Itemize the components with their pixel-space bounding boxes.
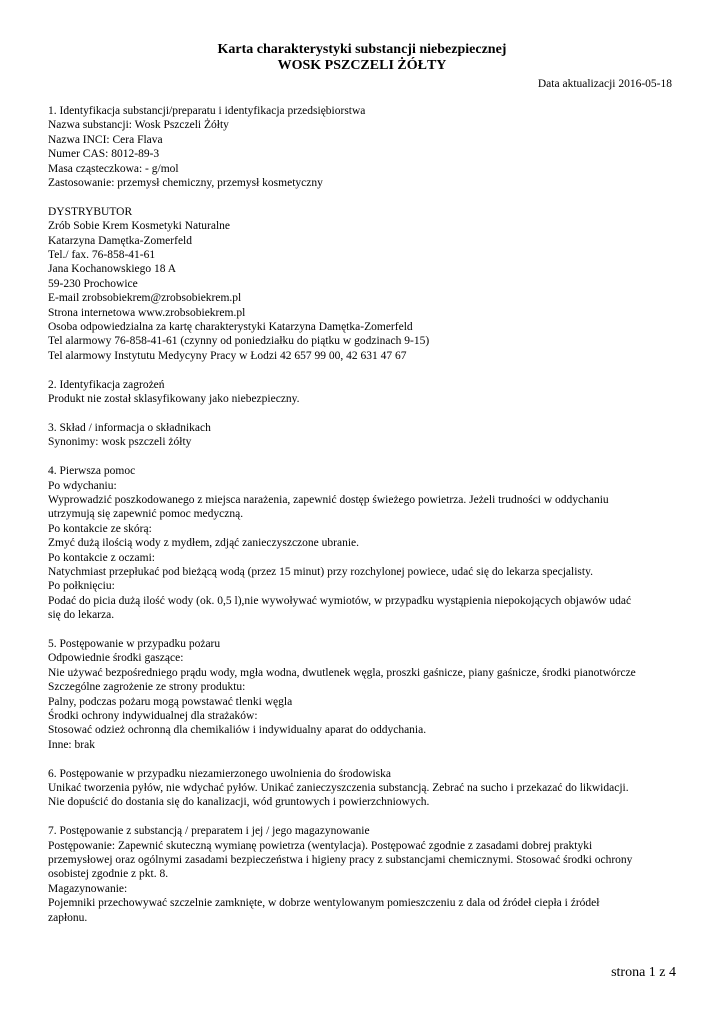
- text-line: Inne: brak: [48, 738, 95, 751]
- section-heading: 5. Postępowanie w przypadku pożaru: [48, 637, 221, 650]
- text-line: Produkt nie został sklasyfikowany jako niebezpieczny.: [48, 393, 300, 406]
- text-line: Postępowanie: Zapewnić skuteczną wymianę powietrza (wentylacja). Postępować zgodnie z zasadami dobrej praktyki: [48, 839, 593, 852]
- text-line: Magazynowanie:: [48, 882, 128, 895]
- paragraph-gap: [48, 190, 678, 204]
- page-number: strona 1 z 4: [611, 965, 676, 980]
- text-line: Po kontakcie ze skórą:: [48, 522, 152, 535]
- document-section: [48, 421, 678, 450]
- paragraph-gap: [48, 752, 678, 766]
- text-line: Zmyć dużą ilością wody z mydłem, zdjąć zanieczyszczone ubranie.: [48, 537, 359, 550]
- text-line: Środki ochrony indywidualnej dla strażaków:: [48, 709, 258, 722]
- text-line: Tel alarmowy 76-858-41-61 (czynny od poniedziałku do piątku w godzinach 9-15): [48, 335, 430, 348]
- section-heading: DYSTRYBUTOR: [48, 205, 133, 218]
- text-line: przemysłowej oraz ogólnymi zasadami bezpieczeństwa i higieny pracy z substancjami chemicznymi. Stosować środki ochrony: [48, 854, 633, 867]
- text-line: Nazwa substancji: Wosk Pszczeli Żółty: [48, 119, 229, 132]
- text-line: Odpowiednie środki gaszące:: [48, 652, 184, 665]
- text-line: Nie używać bezpośredniego prądu wody, mgła wodna, dwutlenek węgla, proszki gaśnicze, piany gaśnicze, środki pianotwórcze: [48, 666, 636, 679]
- text-line: Unikać tworzenia pyłów, nie wdychać pyłów. Unikać zanieczyszczenia substancją. Zebrać na sucho i przekazać do likwidacji.: [48, 782, 629, 794]
- document-section: [48, 378, 678, 407]
- text-line: Wyprowadzić poszkodowanego z miejsca narażenia, zapewnić dostęp świeżego powietrza. Jeżeli trudności w oddychaniu: [48, 493, 609, 506]
- text-line: Nazwa INCI: Cera Flava: [48, 133, 163, 146]
- text-line: Szczególne zagrożenie ze strony produktu:: [48, 681, 246, 694]
- section-heading: 1. Identyfikacja substancji/preparatu i identyfikacja przedsiębiorstwa: [48, 105, 366, 117]
- text-line: Katarzyna Damętka-Zomerfeld: [48, 234, 192, 247]
- text-line: E-mail zrobsobiekrem@zrobsobiekrem.pl: [48, 292, 242, 305]
- text-line: Natychmiast przepłukać pod bieżącą wodą (przez 15 minut) przy rozchylonej powiece, udać się do lekarza specjalisty.: [48, 565, 593, 578]
- section-heading: 3. Skład / informacja o składnikach: [48, 421, 211, 434]
- document-section: [48, 205, 678, 363]
- text-line: zapłonu.: [48, 911, 88, 924]
- text-line: Po kontakcie z oczami:: [48, 551, 155, 564]
- text-line: Nie dopuścić do dostania się do kanalizacji, wód gruntowych i powierzchniowych.: [48, 796, 430, 809]
- text-line: Masa cząsteczkowa: - g/mol: [48, 162, 179, 175]
- text-line: się do lekarza.: [48, 609, 115, 622]
- text-line: Strona internetowa www.zrobsobiekrem.pl: [48, 306, 246, 319]
- text-line: Jana Kochanowskiego 18 A: [48, 263, 177, 276]
- paragraph-gap: [48, 623, 678, 637]
- text-line: Osoba odpowiedzialna za kartę charakterystyki Katarzyna Damętka-Zomerfeld: [48, 321, 413, 334]
- document-section: [48, 767, 678, 810]
- text-line: Podać do picia dużą ilość wody (ok. 0,5 l),nie wywoływać wymiotów, w przypadku wystąpienia niepokojących objawów udać: [48, 594, 632, 607]
- section-heading: 7. Postępowanie z substancją / preparatem i jej / jego magazynowanie: [48, 825, 370, 838]
- update-date: Data aktualizacji 2016-05-18: [537, 78, 672, 90]
- paragraph-gap: [48, 363, 678, 377]
- section-heading: 4. Pierwsza pomoc: [48, 465, 136, 478]
- text-line: Stosować odzież ochronną dla chemikaliów i indywidualny aparat do oddychania.: [48, 724, 427, 737]
- text-line: Zastosowanie: przemysł chemiczny, przemysł kosmetyczny: [48, 177, 323, 190]
- text-line: utrzymują się zapewnić pomoc medyczną.: [48, 508, 244, 521]
- paragraph-gap: [48, 810, 678, 824]
- text-line: Numer CAS: 8012-89-3: [48, 148, 160, 161]
- text-line: Tel./ fax. 76-858-41-61: [48, 249, 156, 262]
- text-line: Pojemniki przechowywać szczelnie zamknięte, w dobrze wentylowanym pomieszczeniu z dala od źródeł ciepła i źródeł: [48, 897, 600, 910]
- paragraph-gap: [48, 450, 678, 464]
- document-section: [48, 824, 678, 925]
- document-body: [48, 104, 678, 925]
- text-line: Zrób Sobie Krem Kosmetyki Naturalne: [48, 220, 231, 233]
- text-line: 59-230 Prochowice: [48, 277, 138, 290]
- text-line: Palny, podczas pożaru mogą powstawać tlenki węgla: [48, 695, 293, 708]
- document-section: [48, 637, 678, 752]
- document-title: Karta charakterystyki substancji niebezpiecznej: [217, 42, 507, 57]
- text-line: Po wdychaniu:: [48, 479, 117, 492]
- section-heading: 2. Identyfikacja zagrożeń: [48, 378, 165, 391]
- substance-name-title: WOSK PSZCZELI ŻÓŁTY: [277, 58, 447, 73]
- paragraph-gap: [48, 407, 678, 421]
- text-line: Tel alarmowy Instytutu Medycyny Pracy w Łodzi 42 657 99 00, 42 631 47 67: [48, 349, 407, 362]
- document-section: [48, 464, 678, 622]
- text-line: Synonimy: wosk pszczeli żółty: [48, 436, 192, 449]
- text-line: Po połknięciu:: [48, 580, 115, 593]
- document-section: [48, 104, 678, 190]
- text-line: osobistej zgodnie z pkt. 8.: [48, 868, 169, 881]
- section-heading: 6. Postępowanie w przypadku niezamierzonego uwolnienia do środowiska: [48, 767, 391, 780]
